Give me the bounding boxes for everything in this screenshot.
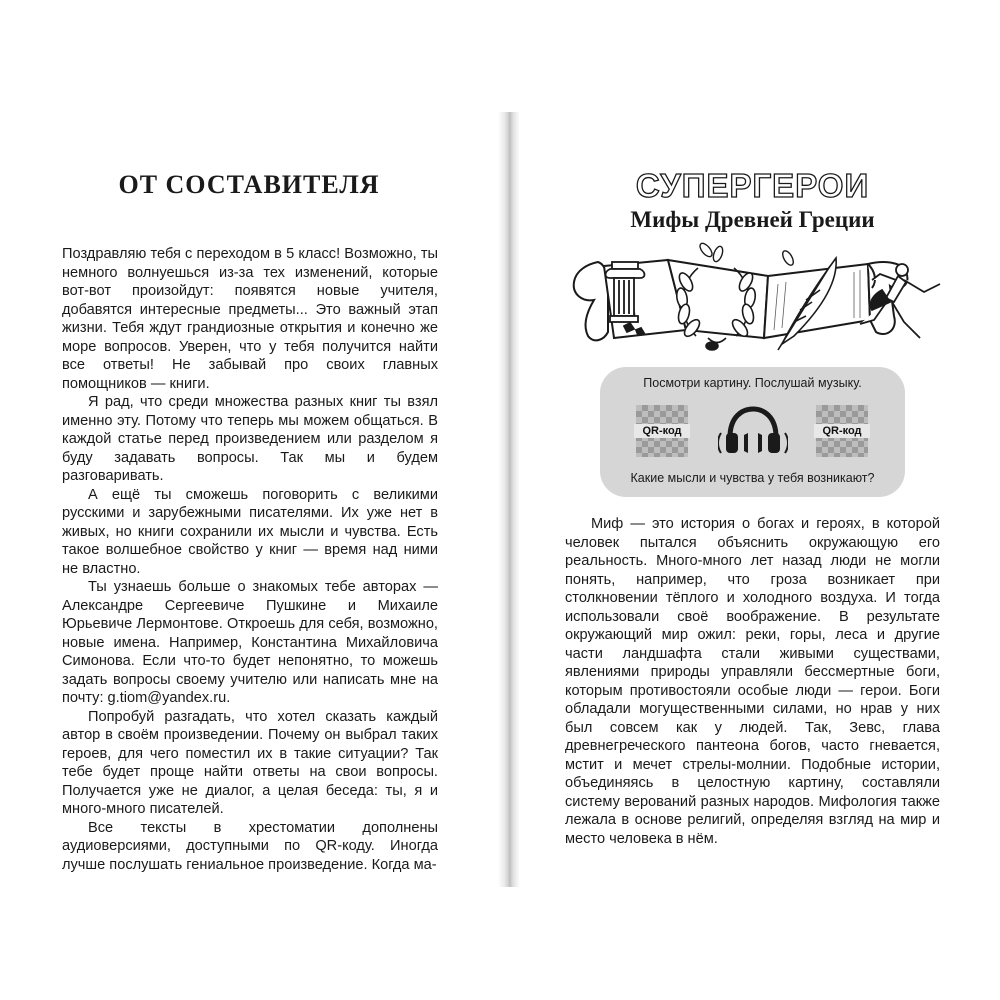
left-page-body [62, 245, 438, 874]
left-page-title: ОТ СОСТАВИТЕЛЯ [118, 170, 380, 199]
media-panel-question: Какие мысли и чувства у тебя возникают? [630, 471, 875, 485]
qr-label: QR-код [814, 424, 870, 438]
media-panel-instruction: Посмотри картину. Послушай музыку. [643, 376, 862, 390]
paragraph: Поздравляю тебя с переходом в 5 класс! Возможно, ты немного волнуешься из-за тех изменений, которые вот-вот произойдут: появятся новые учителя, добавятся интересные предметы... Это важный этап жизни. Тебя ждут грандиозные открытия и конечно же море вопросов. Уверен, что у тебя получится найти все ответы! Не забывай про своих главных помощников — книги. [62, 246, 438, 392]
book-gutter [498, 112, 520, 887]
paragraph: А ещё ты сможешь поговорить с великими русскими и зарубежными писателями. Их уже нет в живых, но книги сохранили их мысли и чувства. Есть такое волшебное свойство у книг — время над ними не властно. [62, 486, 438, 577]
right-page-body [565, 515, 940, 848]
paragraph: Попробуй разгадать, что хотел сказать каждый автор в своём произведении. Почему он выбрал таких героев, для чего поместил их в такие ситуации? Так тебе будет проще найти ответы на свои вопросы. Получается уже не диалог, а целая беседа: ты, я и много-много писателей. [62, 708, 438, 817]
qr-code-music[interactable] [816, 405, 868, 457]
right-page-title: СУПЕРГЕРОИ [635, 167, 870, 204]
paragraph: Миф — это история о богах и героях, в которой человек пытался объяснить окружающую его реальность. Много-много лет назад люди не могли понять, например, что гроза возникает при столкновении тёплого и холодного воздуха. И тогда использовали своё воображение. В результате окружающий мир ожил: реки, горы, леса и другие части ландшафта стали живыми существами, явлениями природы управляли бессмертные боги, которым противостояли особые люди — герои. Боги обладали могущественными силами, но нрав у них был совсем как у людей. Так, Зевс, глава древнегреческого пантеона богов, часто гневается, мстит и мечет стрелы-молнии. Подобные истории, объединяясь в целостную картину, составляли систему верований разных народов. Мифология также лежала в основе религий, определяя взгляд на мир и место человека в нём. [565, 516, 940, 847]
right-page-subtitle: Мифы Древней Греции [630, 207, 875, 232]
qr-code-painting[interactable] [636, 405, 688, 457]
paragraph: Я рад, что среди множества разных книг ты взял именно эту. Потому что теперь мы можем общаться. В каждой статье перед произведением или разделом я буду задавать вопросы. Так мы и будем разговаривать. [62, 394, 438, 484]
media-panel [600, 367, 905, 497]
greek-banner-illustration [568, 240, 946, 358]
paragraph: Все тексты в хрестоматии дополнены аудиоверсиями, доступными по QR-коду. Иногда лучше послушать гениальное произведение. Когда ма- [62, 819, 438, 873]
paragraph: Ты узнаешь больше о знакомых тебе авторах — Александре Сергеевиче Пушкине и Михаиле Юрьевиче Лермонтове. Откроешь для себя, возможно, новые имена. Например, Константина Михайловича Симонова. Если что-то будет непонятно, то можешь задать вопросы своему учителю или написать мне на почту: g.tiom@yandex.ru. [62, 579, 438, 706]
headphones-icon [718, 403, 788, 459]
qr-label: QR-код [634, 424, 690, 438]
